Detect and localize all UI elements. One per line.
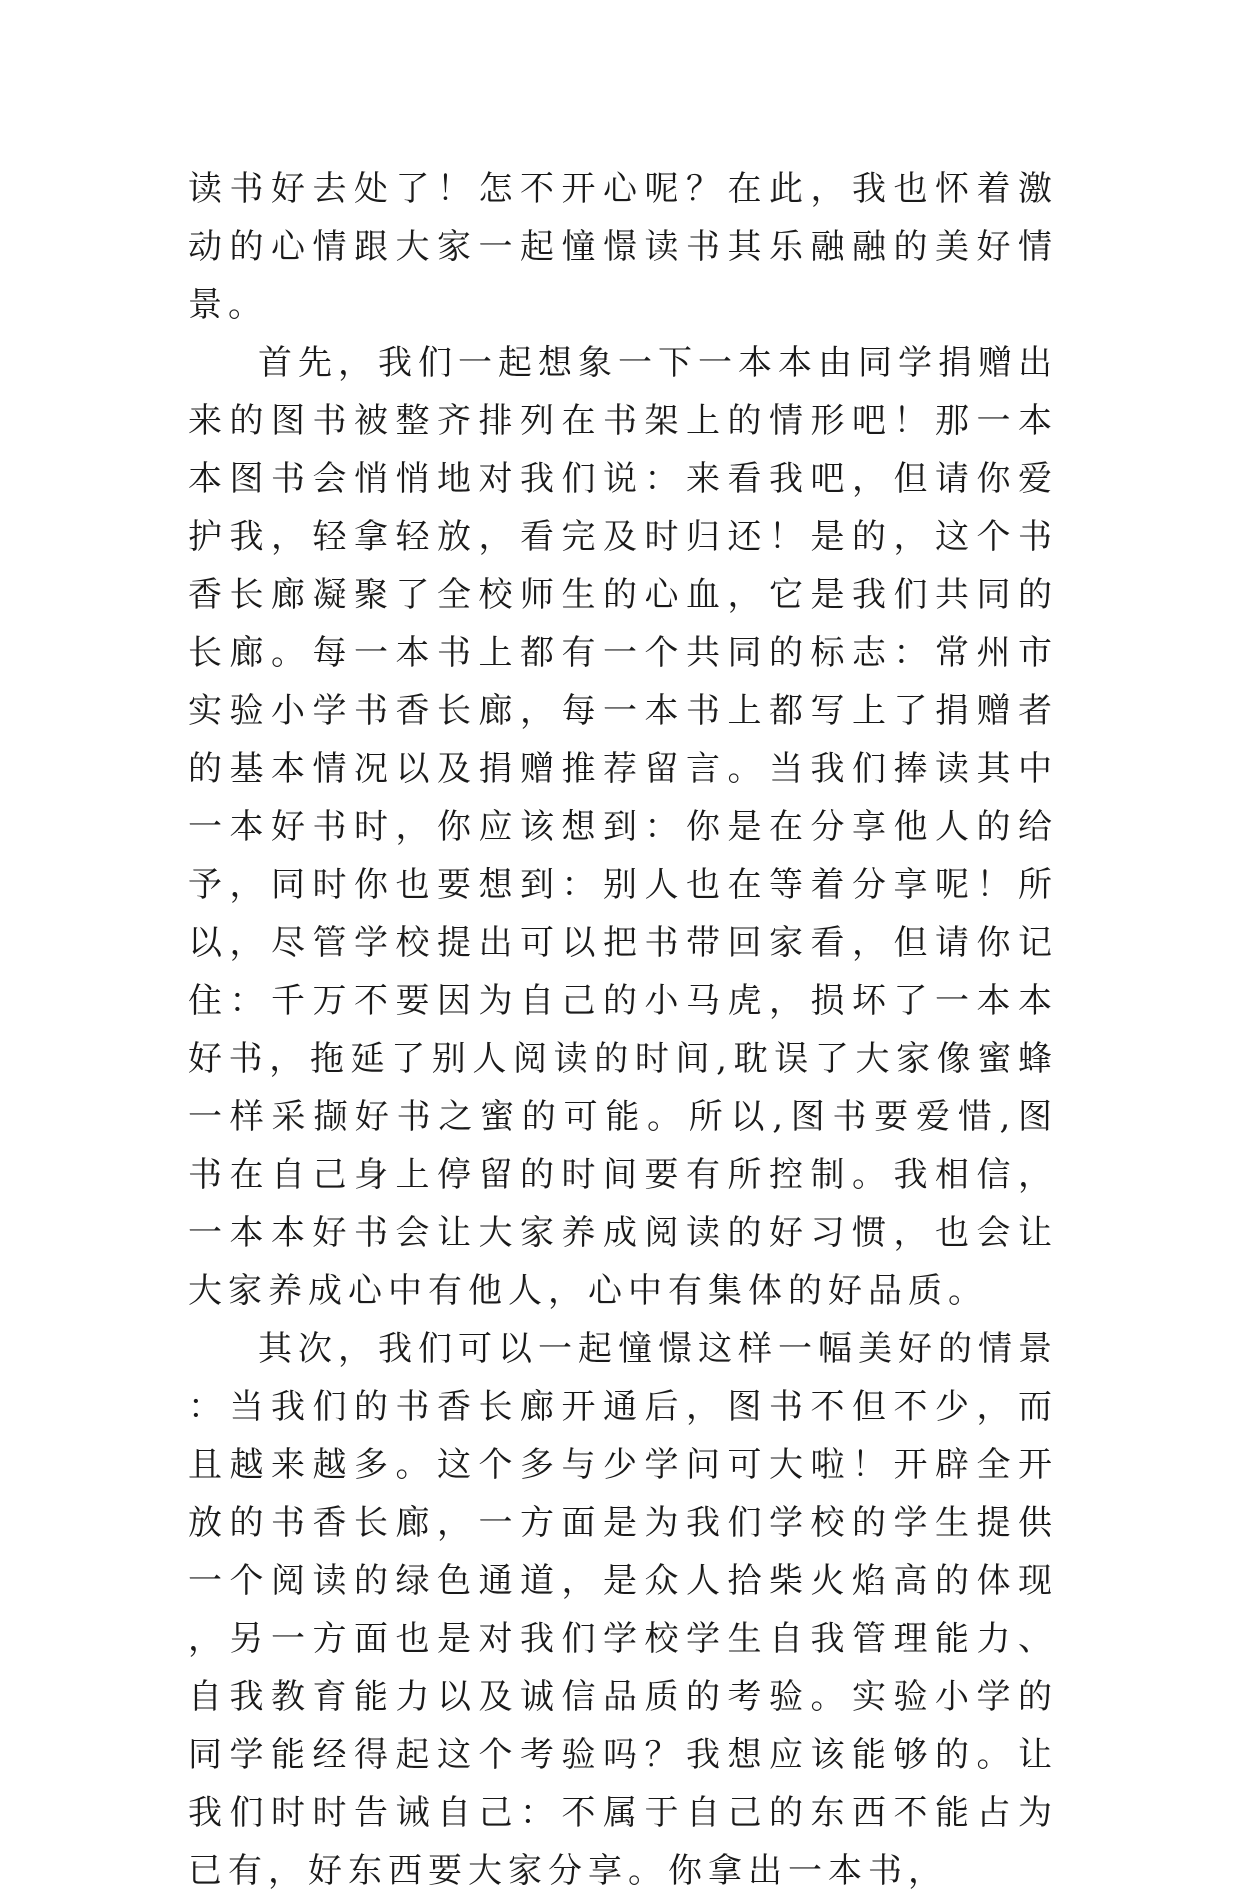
document-body bbox=[188, 160, 1058, 1900]
paragraph-1: 读书好去处了！怎不开心呢？在此，我也怀着激动的心情跟大家一起憧憬读书其乐融融的美好情景。 bbox=[188, 169, 1058, 325]
paragraph-2: 首先，我们一起想象一下一本本由同学捐赠出来的图书被整齐排列在书架上的情形吧！那一本本图书会悄悄地对我们说：来看我吧，但请你爱护我，轻拿轻放，看完及时归还！是的，这个书香长廊凝聚了全校师生的心血，它是我们共同的长廊。每一本书上都有一个共同的标志：常州市实验小学书香长廊，每一本书上都写上了捐赠者的基本情况以及捐赠推荐留言。当我们捧读其中一本好书时，你应该想到：你是在分享他人的给予，同时你也要想到：别人也在等着分享呢！所以，尽管学校提出可以把书带回家看，但请你记住：千万不要因为自己的小马虎，损坏了一本本好书，拖延了别人阅读的时间,耽误了大家像蜜蜂一样采撷好书之蜜的可能。所以,图书要爱惜,图书在自己身上停留的时间要有所控制。我相信，一本本好书会让大家养成阅读的好习惯，也会让大家养成心中有他人，心中有集体的好品质。 bbox=[188, 343, 1058, 1311]
paragraph-3: 其次，我们可以一起憧憬这样一幅美好的情景：当我们的书香长廊开通后，图书不但不少，而且越来越多。这个多与少学问可大啦！开辟全开放的书香长廊，一方面是为我们学校的学生提供一个阅读的绿色通道，是众人拾柴火焰高的体现，另一方面也是对我们学校学生自我管理能力、自我教育能力以及诚信品质的考验。实验小学的同学能经得起这个考验吗？我想应该能够的。让我们时时告诫自己：不属于自己的东西不能占为已有，好东西要大家分享。你拿出一本书， bbox=[188, 1329, 1058, 1891]
